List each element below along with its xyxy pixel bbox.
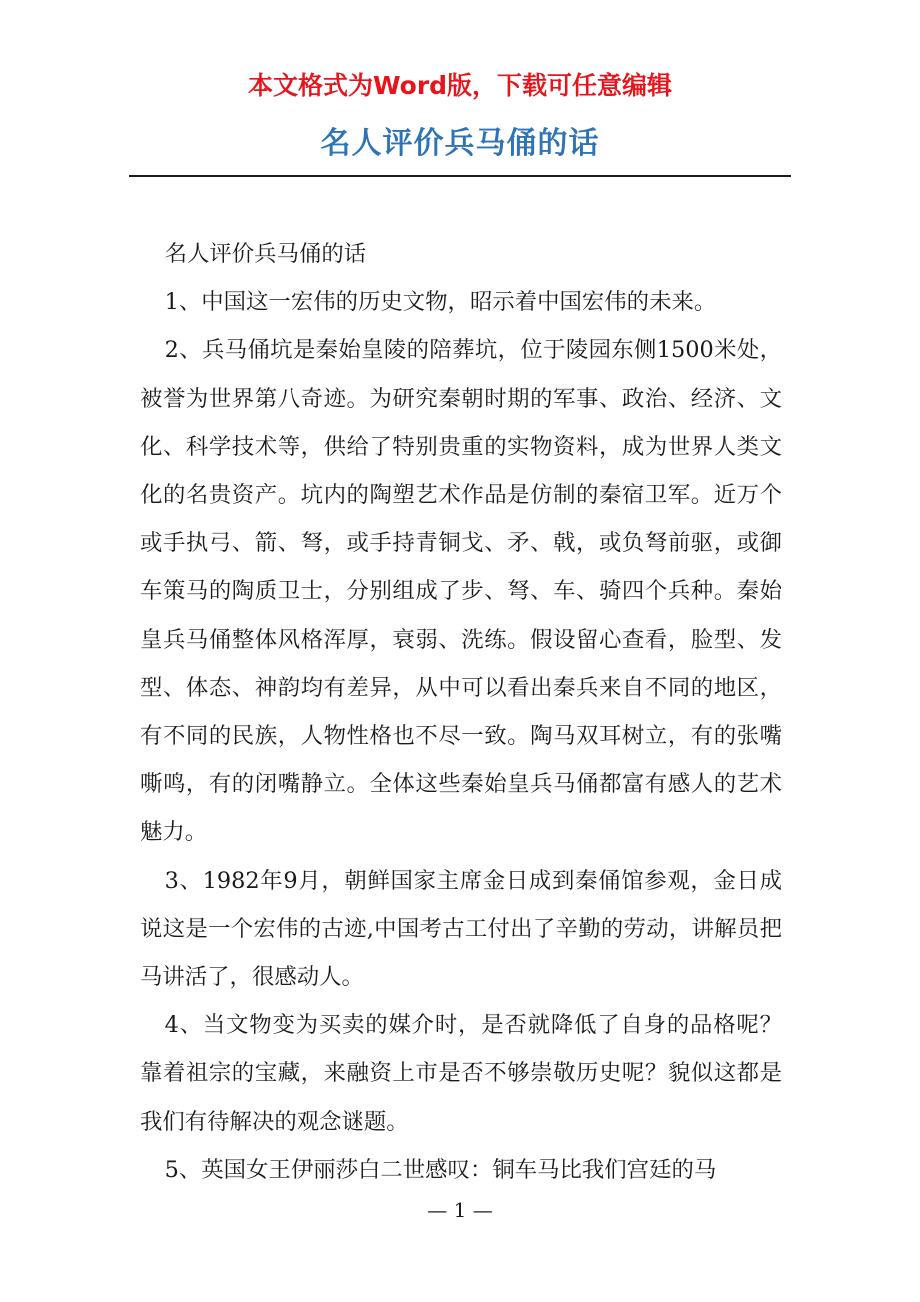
title-divider <box>129 175 791 177</box>
paragraph-4: 4、当文物变为买卖的媒介时，是否就降低了自身的品格呢？靠着祖宗的宝藏，来融资上市是否不够崇敬历史呢？貌似这都是我们有待解决的观念谜题。 <box>140 1012 782 1135</box>
paragraph-heading: 名人评价兵马俑的话 <box>164 241 367 267</box>
paragraph-3: 3、1982年9月，朝鲜国家主席金日成到秦俑馆参观，金日成说这是一个宏伟的古迹,中国考古工付出了辛勤的劳动，讲解员把马讲活了，很感动人。 <box>140 867 782 991</box>
paragraph-1: 1、中国这一宏伟的历史文物，昭示着中国宏伟的未来。 <box>164 289 717 316</box>
page-number: — 1 — <box>427 1198 493 1222</box>
paragraph-2: 2、兵马俑坑是秦始皇陵的陪葬坑，位于陵园东侧1500米处，被誉为世界第八奇迹。为研究秦朝时期的军事、政治、经济、文化、科学技术等，供给了特别贵重的实物资料，成为世界人类文化的名贵资产。坑内的陶塑艺术作品是仿制的秦宿卫军。近万个或手执弓、箭、弩，或手持青铜戈、矛、戟，或负弩前驱，或御车策马的陶质卫士，分别组成了步、弩、车、骑四个兵种。秦始皇兵马俑整体风格浑厚，衰弱、洗练。假设留心查看，脸型、发型、体态、神韵均有差异，从中可以看出秦兵来自不同的地区，有不同的民族，人物性格也不尽一致。陶马双耳树立，有的张嘴嘶鸣，有的闭嘴静立。全体这些秦始皇兵马俑都富有感人的艺术魅力。 <box>140 337 782 846</box>
paragraph-5: 5、英国女王伊丽莎白二世感叹：铜车马比我们宫廷的马 <box>164 1156 717 1183</box>
page-title: 名人评价兵马俑的话 <box>320 126 600 161</box>
download-banner: 本文格式为Word版，下载可任意编辑 <box>247 71 673 100</box>
document-body <box>140 230 782 1194</box>
